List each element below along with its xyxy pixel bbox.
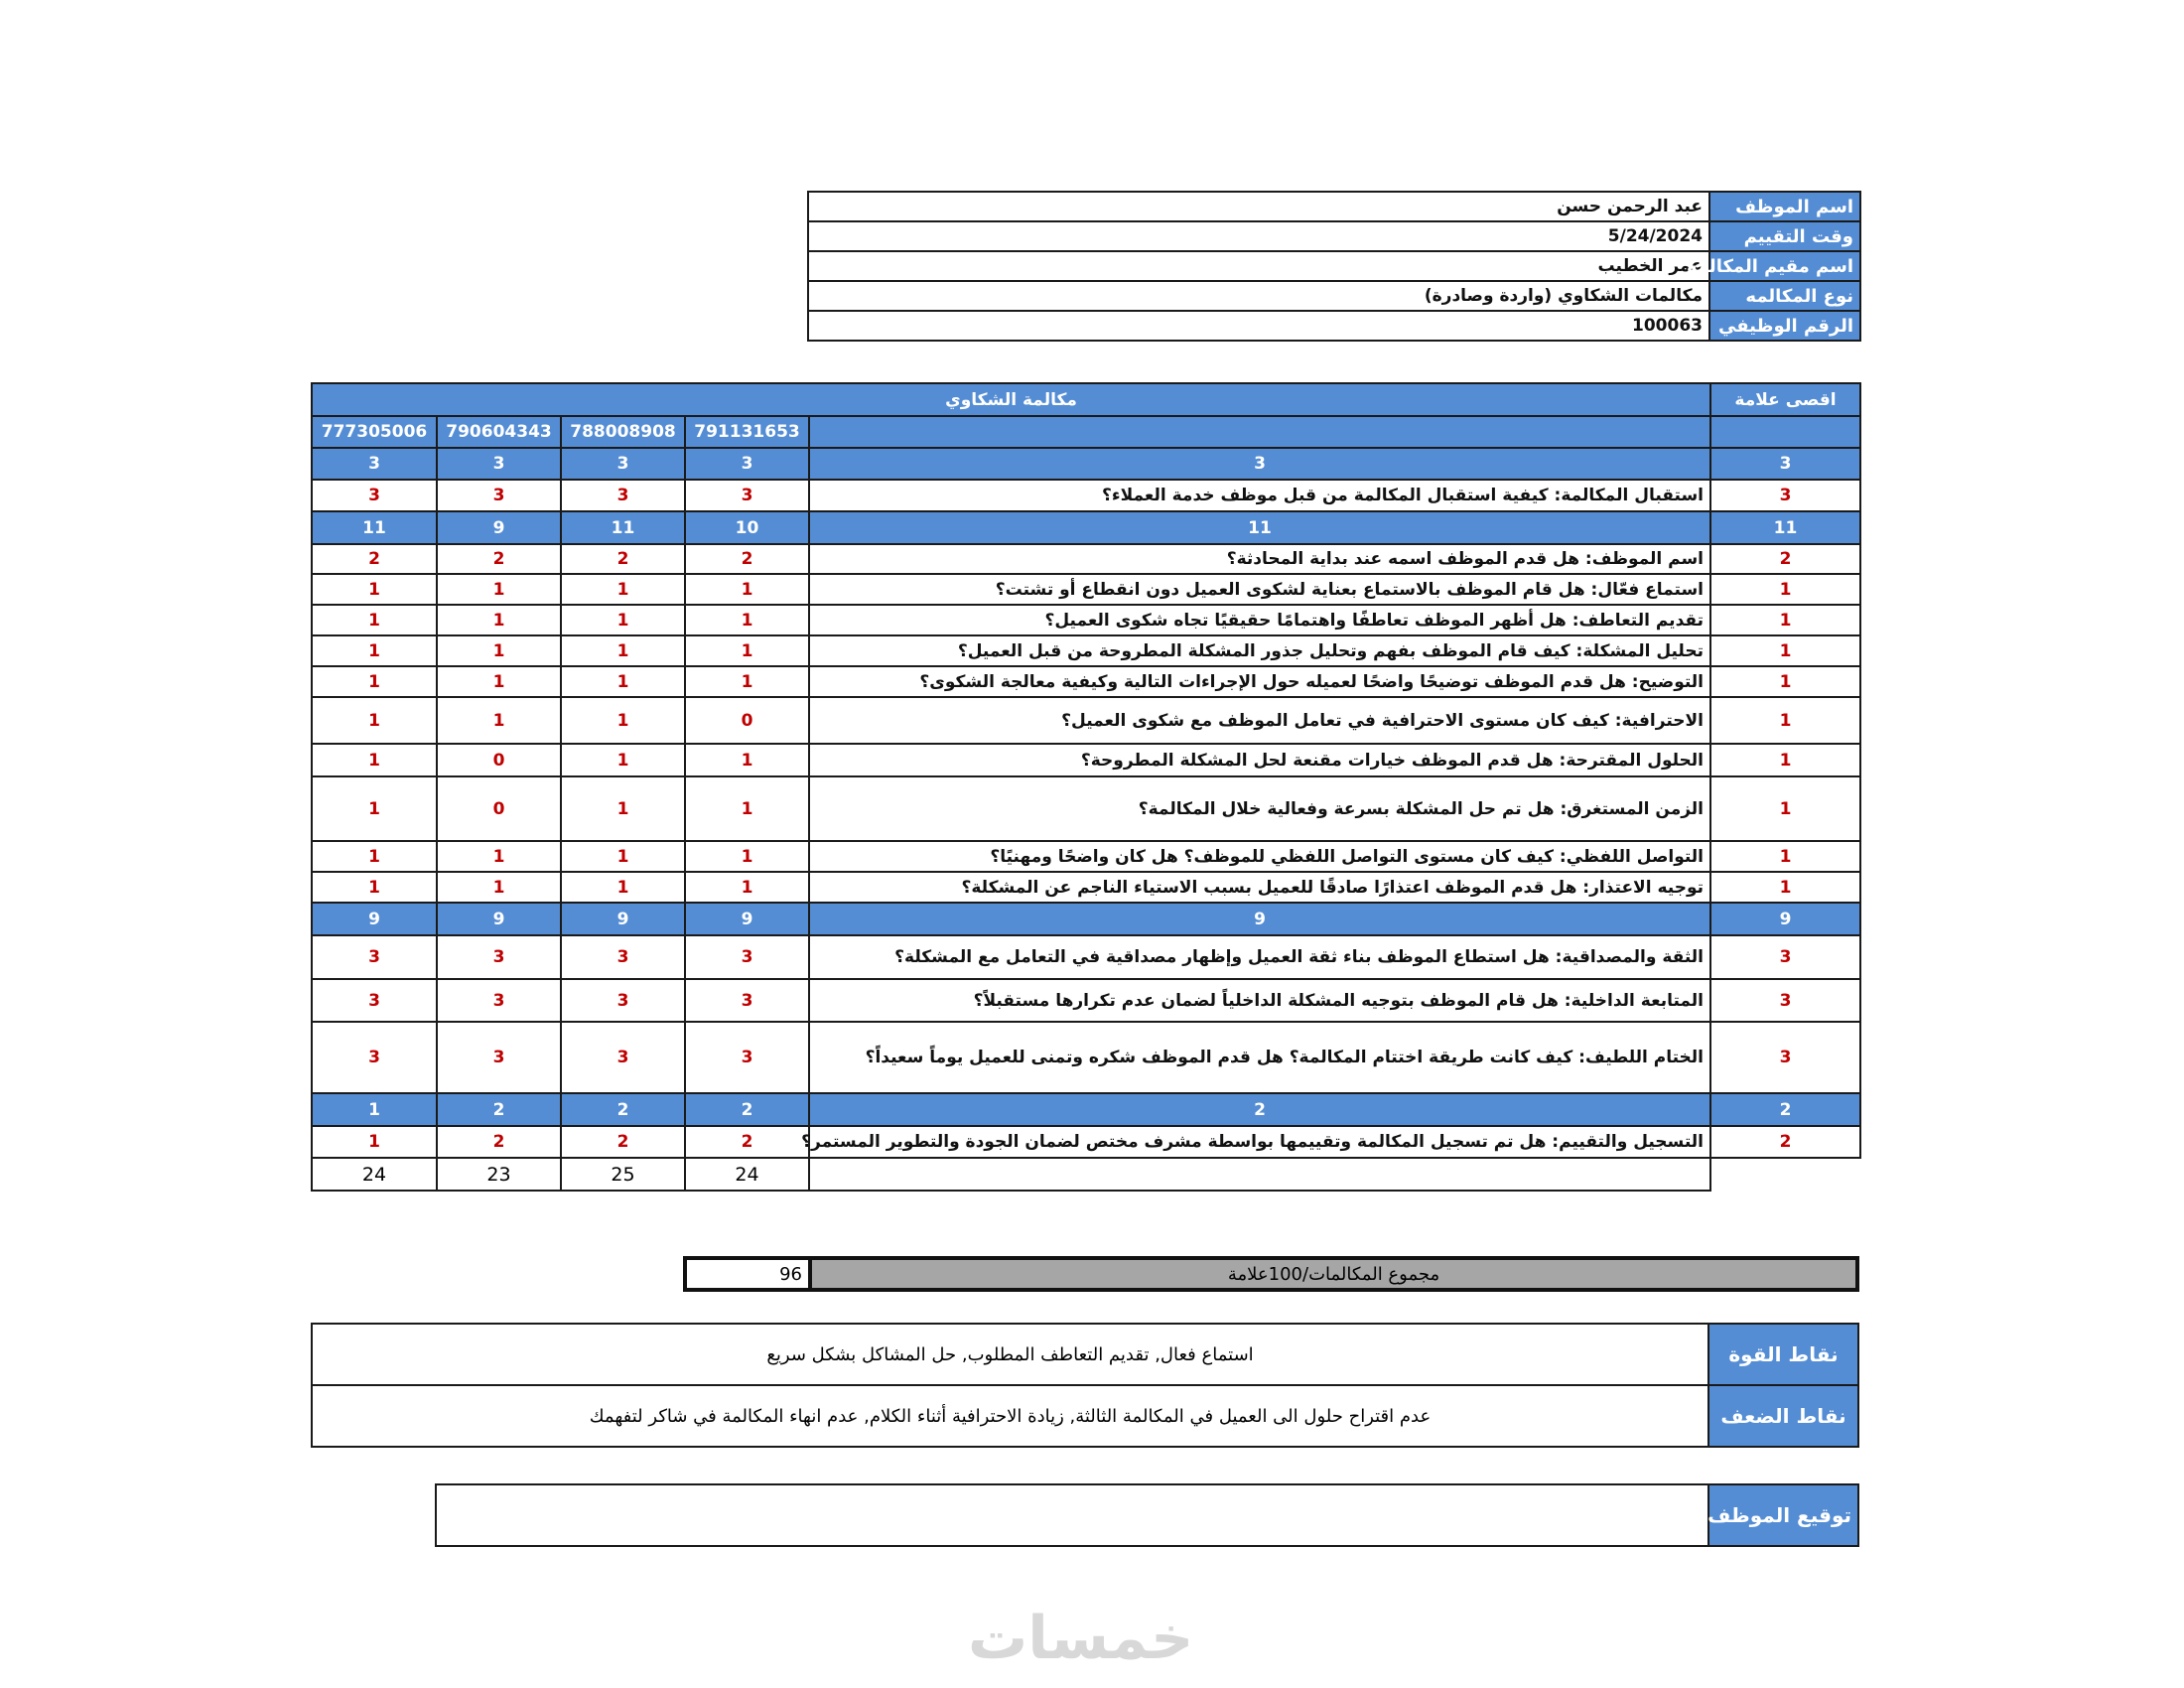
- call-score[interactable]: 3: [437, 935, 561, 979]
- criterion-row: [312, 544, 1860, 574]
- phone-row-spacer: [1710, 416, 1860, 448]
- criterion-row: [312, 697, 1860, 744]
- criterion-text: الزمن المستغرق: هل تم حل المشكلة بسرعة وفعالية خلال المكالمة؟: [809, 776, 1710, 841]
- criterion-text: التسجيل والتقييم: هل تم تسجيل المكالمة وتقييمها بواسطة مشرف مختص لضمان الجودة والتطوير المستمر؟: [809, 1126, 1710, 1158]
- call-score[interactable]: 1: [685, 666, 809, 697]
- call-score: 11: [312, 511, 437, 544]
- phone-number-header: 788008908: [561, 416, 685, 448]
- criterion-text: الختام اللطيف: كيف كانت طريقة اختتام المكالمة؟ هل قدم الموظف شكره وتمنى للعميل يوماً سعيداً؟: [809, 1022, 1710, 1093]
- call-score[interactable]: 3: [312, 480, 437, 511]
- call-total: 24: [685, 1158, 809, 1191]
- max-score: 1: [1710, 776, 1860, 841]
- info-label: نوع المكالمه: [1709, 281, 1860, 311]
- max-score: 11: [1710, 511, 1860, 544]
- call-score[interactable]: 2: [685, 544, 809, 574]
- criterion-row: [312, 574, 1860, 605]
- info-row: [808, 281, 1860, 311]
- call-score[interactable]: 0: [685, 697, 809, 744]
- call-score[interactable]: 0: [437, 744, 561, 776]
- criterion-text: الاحترافية: كيف كان مستوى الاحترافية في تعامل الموظف مع شكوى العميل؟: [809, 697, 1710, 744]
- call-score[interactable]: 1: [437, 666, 561, 697]
- call-score[interactable]: 3: [685, 979, 809, 1022]
- strengths-label: نقاط القوة: [1708, 1324, 1858, 1385]
- call-score[interactable]: 3: [561, 1022, 685, 1093]
- call-score[interactable]: 3: [561, 480, 685, 511]
- max-score: 3: [1710, 1022, 1860, 1093]
- call-score: 2: [437, 1093, 561, 1126]
- weaknesses-text[interactable]: عدم اقتراح حلول الى العميل في المكالمة الثالثة, زيادة الاحترافية أثناء الكلام, عدم انهاء المكالمة في شاكر لتفهمك: [312, 1385, 1708, 1447]
- phone-number-header: 790604343: [437, 416, 561, 448]
- max-score: 1: [1710, 872, 1860, 903]
- phone-number-header: 777305006: [312, 416, 437, 448]
- total-score-label: مجموع المكالمات/100علامة: [810, 1258, 1857, 1290]
- call-score[interactable]: 1: [312, 697, 437, 744]
- call-score[interactable]: 3: [437, 979, 561, 1022]
- section-total: 9: [809, 903, 1710, 935]
- max-score: 1: [1710, 744, 1860, 776]
- call-score[interactable]: 1: [561, 574, 685, 605]
- max-score: 2: [1710, 544, 1860, 574]
- section-total: 11: [809, 511, 1710, 544]
- call-score[interactable]: 1: [312, 635, 437, 666]
- criterion-row: [312, 744, 1860, 776]
- call-total: 23: [437, 1158, 561, 1191]
- call-score[interactable]: 3: [685, 935, 809, 979]
- call-score[interactable]: 1: [437, 697, 561, 744]
- section-subtotal-row: [312, 511, 1860, 544]
- info-row: [808, 221, 1860, 251]
- max-score: 1: [1710, 841, 1860, 872]
- max-score-header: اقصى علامة: [1710, 383, 1860, 416]
- call-score: 9: [437, 511, 561, 544]
- call-score[interactable]: 1: [685, 744, 809, 776]
- employee-info-table: [807, 191, 1861, 342]
- criterion-text: الثقة والمصداقية: هل استطاع الموظف بناء ثقة العميل وإظهار مصداقية في التعامل مع المشكلة؟: [809, 935, 1710, 979]
- section-subtotal-row: [312, 1093, 1860, 1126]
- grid-title-row: [312, 383, 1860, 416]
- call-score[interactable]: 2: [561, 1126, 685, 1158]
- section-total: 2: [809, 1093, 1710, 1126]
- call-score[interactable]: 2: [437, 544, 561, 574]
- call-score: 9: [437, 903, 561, 935]
- criterion-row: [312, 841, 1860, 872]
- info-row: [808, 192, 1860, 221]
- signature-label: توقيع الموظف: [1708, 1484, 1858, 1546]
- criterion-row: [312, 979, 1860, 1022]
- max-score: 3: [1710, 480, 1860, 511]
- call-score[interactable]: 1: [312, 1126, 437, 1158]
- call-score: 2: [685, 1093, 809, 1126]
- criterion-text: تحليل المشكلة: كيف قام الموظف بفهم وتحليل جذور المشكلة المطروحة من قبل العميل؟: [809, 635, 1710, 666]
- call-score[interactable]: 2: [312, 544, 437, 574]
- call-score[interactable]: 1: [437, 574, 561, 605]
- info-value[interactable]: عمر الخطيب: [808, 251, 1709, 281]
- call-score[interactable]: 1: [312, 666, 437, 697]
- call-score[interactable]: 1: [561, 776, 685, 841]
- criterion-text: استماع فعّال: هل قام الموظف بالاستماع بعناية لشكوى العميل دون انقطاع أو تشتت؟: [809, 574, 1710, 605]
- call-score[interactable]: 2: [437, 1126, 561, 1158]
- phone-number-header: 791131653: [685, 416, 809, 448]
- max-score: 1: [1710, 635, 1860, 666]
- call-score: 3: [685, 448, 809, 480]
- info-row: [808, 311, 1860, 341]
- criterion-text: الحلول المقترحة: هل قدم الموظف خيارات مقنعة لحل المشكلة المطروحة؟: [809, 744, 1710, 776]
- call-score: 3: [561, 448, 685, 480]
- section-subtotal-row: [312, 448, 1860, 480]
- call-score[interactable]: 1: [685, 776, 809, 841]
- call-score[interactable]: 3: [312, 935, 437, 979]
- totals-empty: [1710, 1158, 1860, 1191]
- max-score: 1: [1710, 574, 1860, 605]
- call-score[interactable]: 1: [312, 841, 437, 872]
- section-total: 3: [809, 448, 1710, 480]
- max-score: 1: [1710, 666, 1860, 697]
- criterion-text: التوضيح: هل قدم الموظف توضيحًا واضحًا لعميله حول الإجراءات التالية وكيفية معالجة الشكوى؟: [809, 666, 1710, 697]
- call-score: 3: [312, 448, 437, 480]
- info-label: وقت التقييم: [1709, 221, 1860, 251]
- max-score: 9: [1710, 903, 1860, 935]
- max-score: 3: [1710, 979, 1860, 1022]
- call-score[interactable]: 3: [312, 979, 437, 1022]
- watermark-logo: خمسات: [968, 1604, 1194, 1673]
- weaknesses-row: [312, 1385, 1858, 1447]
- criterion-text: المتابعة الداخلية: هل قام الموظف بتوجيه المشكلة الداخلياً لضمان عدم تكرارها مستقبلاً؟: [809, 979, 1710, 1022]
- call-score[interactable]: 3: [312, 1022, 437, 1093]
- strengths-row: [312, 1324, 1858, 1385]
- max-score: 2: [1710, 1126, 1860, 1158]
- criterion-text: تقديم التعاطف: هل أظهر الموظف تعاطفًا واهتمامًا حقيقيًا تجاه شكوى العميل؟: [809, 605, 1710, 635]
- max-score: 1: [1710, 697, 1860, 744]
- call-score[interactable]: 3: [685, 1022, 809, 1093]
- call-score[interactable]: 3: [561, 935, 685, 979]
- totals-spacer: [809, 1158, 1710, 1191]
- call-score[interactable]: 3: [437, 480, 561, 511]
- call-total: 25: [561, 1158, 685, 1191]
- call-score: 3: [437, 448, 561, 480]
- weaknesses-label: نقاط الضعف: [1708, 1385, 1858, 1447]
- criterion-text: توجيه الاعتذار: هل قدم الموظف اعتذارًا صادقًا للعميل بسبب الاستياء الناجم عن المشكلة؟: [809, 872, 1710, 903]
- call-score[interactable]: 1: [437, 605, 561, 635]
- criterion-row: [312, 666, 1860, 697]
- criterion-row: [312, 1022, 1860, 1093]
- call-score[interactable]: 1: [312, 744, 437, 776]
- info-label: اسم الموظف: [1709, 192, 1860, 221]
- max-score: 1: [1710, 605, 1860, 635]
- call-score[interactable]: 1: [437, 635, 561, 666]
- criterion-row: [312, 935, 1860, 979]
- call-score: 10: [685, 511, 809, 544]
- call-score[interactable]: 3: [437, 1022, 561, 1093]
- call-score[interactable]: 1: [685, 841, 809, 872]
- call-score[interactable]: 1: [312, 872, 437, 903]
- call-score: 9: [312, 903, 437, 935]
- call-score[interactable]: 1: [685, 635, 809, 666]
- call-score[interactable]: 1: [437, 872, 561, 903]
- call-score[interactable]: 1: [312, 574, 437, 605]
- call-score[interactable]: 1: [685, 605, 809, 635]
- call-score[interactable]: 3: [685, 480, 809, 511]
- call-score: 2: [561, 1093, 685, 1126]
- call-total: 24: [312, 1158, 437, 1191]
- call-totals-row: [312, 1158, 1860, 1191]
- call-score[interactable]: 1: [437, 841, 561, 872]
- total-score-value: 96: [685, 1258, 810, 1290]
- call-score[interactable]: 1: [561, 744, 685, 776]
- call-score[interactable]: 3: [561, 979, 685, 1022]
- info-value[interactable]: عبد الرحمن حسن: [808, 192, 1709, 221]
- info-value[interactable]: مكالمات الشكاوي (واردة وصادرة): [808, 281, 1709, 311]
- phone-numbers-row: [312, 416, 1860, 448]
- call-score: 9: [561, 903, 685, 935]
- signature-field[interactable]: [436, 1484, 1708, 1546]
- call-score[interactable]: 1: [561, 635, 685, 666]
- criterion-row: [312, 480, 1860, 511]
- criterion-row: [312, 635, 1860, 666]
- notes-table: [311, 1323, 1859, 1448]
- total-score-bar: [683, 1256, 1859, 1292]
- call-score[interactable]: 1: [312, 605, 437, 635]
- max-score: 2: [1710, 1093, 1860, 1126]
- criterion-row: [312, 1126, 1860, 1158]
- call-score[interactable]: 2: [561, 544, 685, 574]
- section-subtotal-row: [312, 903, 1860, 935]
- call-score[interactable]: 1: [561, 872, 685, 903]
- criterion-row: [312, 776, 1860, 841]
- call-score[interactable]: 1: [561, 605, 685, 635]
- call-score: 9: [685, 903, 809, 935]
- call-score[interactable]: 1: [312, 776, 437, 841]
- call-score: 1: [312, 1093, 437, 1126]
- criterion-row: [312, 872, 1860, 903]
- call-score[interactable]: 0: [437, 776, 561, 841]
- call-score[interactable]: 1: [685, 872, 809, 903]
- evaluation-grid: [311, 382, 1861, 1192]
- info-row: [808, 251, 1860, 281]
- call-score[interactable]: 2: [685, 1126, 809, 1158]
- call-score[interactable]: 1: [685, 574, 809, 605]
- criterion-text: استقبال المكالمة: كيفية استقبال المكالمة من قبل موظف خدمة العملاء؟: [809, 480, 1710, 511]
- call-score[interactable]: 1: [561, 666, 685, 697]
- info-label: الرقم الوظيفي: [1709, 311, 1860, 341]
- max-score: 3: [1710, 935, 1860, 979]
- info-value[interactable]: 100063: [808, 311, 1709, 341]
- phone-row-spacer: [809, 416, 1710, 448]
- call-score[interactable]: 1: [561, 697, 685, 744]
- info-value[interactable]: 5/24/2024: [808, 221, 1709, 251]
- grid-title: مكالمة الشكاوي: [312, 383, 1710, 416]
- call-score: 11: [561, 511, 685, 544]
- criterion-row: [312, 605, 1860, 635]
- criterion-text: التواصل اللفظي: كيف كان مستوى التواصل اللفظي للموظف؟ هل كان واضحًا ومهنيًا؟: [809, 841, 1710, 872]
- max-score: 3: [1710, 448, 1860, 480]
- criterion-text: اسم الموظف: هل قدم الموظف اسمه عند بداية المحادثة؟: [809, 544, 1710, 574]
- strengths-text[interactable]: استماع فعال, تقديم التعاطف المطلوب, حل المشاكل بشكل سريع: [312, 1324, 1708, 1385]
- call-score[interactable]: 1: [561, 841, 685, 872]
- signature-table: [435, 1483, 1859, 1547]
- info-label: اسم مقيم المكالمه: [1709, 251, 1860, 281]
